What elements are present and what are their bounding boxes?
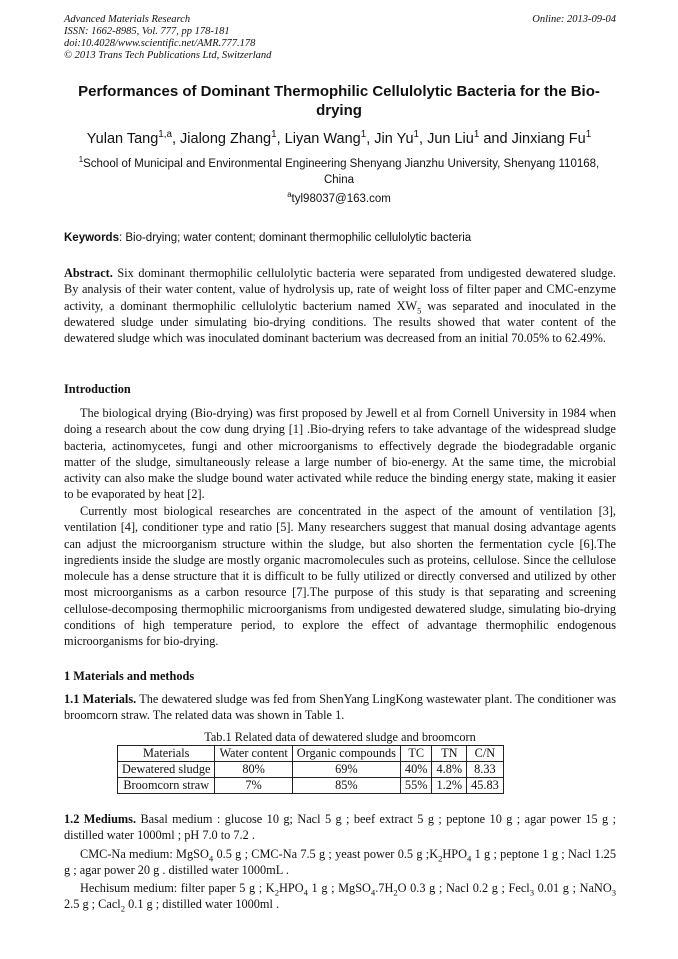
table-cell: 85% [292, 778, 400, 794]
author-sup: 1 [271, 129, 277, 141]
author-email[interactable]: $^a$tyl98037@163.com [287, 190, 391, 205]
abstract: Abstract. Six dominant thermophilic cellulolytic bacteria were separated from undigested dewatered sludge. By analysis of their water content, value of hydrolysis up, rate of weight loss of filter paper and CMC-enzyme activity, a dominant thermophilic cellulolytic bacterium named $XW_5$ was separated and inoculated in the dewatered sludge under simulating bio-drying conditions. The results showed that water content of the dewatered sludge which was inoculated dominant bacterium was decreased from an initial 70.05% to 62.49%. [64, 266, 616, 346]
abstract-label: Abstract. [64, 266, 113, 280]
author-list: Yulan Tang$^{1,a}$, Jialong Zhang$^1$, Liyan Wang$^1$, Jin Yu$^1$, Jun Liu$^1$ and Jinxiang Fu$^1$ [86, 129, 592, 147]
materials-label: 1.1 Materials. [64, 692, 137, 706]
table-row [118, 778, 504, 794]
author-sup: 1 [360, 129, 367, 141]
table-header-cell: TC [400, 746, 432, 762]
mediums-label: 1.2 Mediums. [64, 812, 137, 826]
issn: ISSN: 1662-8985, Vol. 777, pp 178-181 [64, 26, 230, 37]
table-cell: 1.2% [432, 778, 467, 794]
table-cell: 4.8% [432, 762, 467, 778]
keywords: Keywords: Bio-drying; water content; dominant thermophilic cellulolytic bacteria [64, 232, 472, 244]
table-cell: 69% [292, 762, 400, 778]
table-header-cell: C/N [467, 746, 504, 762]
online-date: Online: 2013-09-04 [532, 14, 616, 25]
table-cell: Dewatered sludge [118, 762, 215, 778]
table-cell: Broomcorn straw [118, 778, 215, 794]
table-cell: 8.33 [467, 762, 504, 778]
table-header-cell: Organic compounds [292, 746, 400, 762]
table-header-cell: Materials [118, 746, 215, 762]
table-cell: 80% [215, 762, 292, 778]
table-header-row [118, 746, 504, 762]
journal-name: Advanced Materials Research [64, 14, 191, 25]
keywords-label: Keywords [64, 232, 119, 244]
copyright: © 2013 Trans Tech Publications Ltd, Switzerland [64, 50, 272, 61]
author-sup: 1 [585, 129, 592, 141]
mediums-hechisum-paragraph: Hechisum medium: filter paper 5 g ; $K_2HPO_4$ 1 g ; $MgSO_4.7H_2O$ 0.3 g ; Nacl 0.2 g ; Fecl$_3$ 0.01 g ; NaNO$_3$ 2.5 g ; Cacl$_2$ 0.1 g ; distilled water 1000ml . [64, 881, 617, 914]
table-cell: 55% [400, 778, 432, 794]
table-caption: Tab.1 Related data of dewatered sludge and broomcorn [204, 730, 476, 744]
author-sup: 1 [473, 129, 480, 141]
section-heading-methods: 1 Materials and methods [64, 669, 195, 683]
journal-header [64, 14, 616, 62]
author-sup: 1,a [158, 129, 172, 141]
affiliation: $^1$School of Municipal and Environmental Engineering Shenyang Jianzhu University, Shenyang 110168, China [78, 155, 600, 186]
mediums-cmc-paragraph: CMC-Na medium: MgSO$_4$ 0.5 g ; CMC-Na 7.5 g ; yeast power 0.5 g $;K_2HPO_4$ 1 g ; peptone 1 g ; Nacl 1.25 g ; agar power 20 g . distilled water 1000mL . [64, 847, 616, 878]
doi: doi:10.4028/www.scientific.net/AMR.777.178 [64, 38, 256, 49]
mediums-basal-paragraph: 1.2 Mediums. Basal medium : glucose 10 g; Nacl 5 g ; beef extract 5 g ; peptone 10 g ; agar power 15 g ; distilled water 1000ml ; pH 7.0 to 7.2 . [64, 812, 616, 843]
author: Liyan Wang [284, 131, 361, 147]
table-row [118, 762, 504, 778]
section-heading-introduction: Introduction [64, 382, 131, 396]
table-header-cell: Water content [215, 746, 292, 762]
data-table [117, 745, 504, 794]
author: Jinxiang Fu [511, 131, 586, 147]
materials-paragraph: 1.1 Materials. The dewatered sludge was fed from ShenYang LingKong wastewater plant. The conditioner was broomcorn straw. The related data was shown in Table 1. [64, 692, 616, 723]
author: Yulan Tang [86, 131, 159, 147]
author: Jun Liu [427, 131, 474, 147]
intro-paragraph-2: Currently most biological researches are concentrated in the aspect of the amount of ventilation [3], ventilation [4], conditioner type and ratio [5]. Many researchers suggest that manual dosing advantage agents can adjust the microorganism structure within the sludge, but also shorten the fermentation cycle [6].The ingredients inside the sludge are mostly organic macromolecules such as proteins, cellulose. Since the cellulose molecule has a dense structure that it is difficult to be fully utilized or directly conversed and utilized by other most microorganisms as a carbon resource [7].The purpose of this study is that separating and screening cellulose-decomposing thermophilic microorganisms from undigested dewatered sludge, simulating bio-drying conditions of high temperature period, to explore the effect of advantage thermophilic endogenous microorganisms for bio-drying. [64, 504, 616, 649]
paper-title: Performances of Dominant Thermophilic Cellulolytic Bacteria for the Bio-drying [78, 83, 600, 119]
intro-paragraph-1: The biological drying (Bio-drying) was first proposed by Jewell et al from Cornell University in 1984 when doing a research about the cow dung drying [1] .Bio-drying refers to take advantage of the widespread sludge bacteria, actinomycetes, fungi and other microorganisms to effectively degrade the biodegradable organic matter of the sludge, simultaneously release a large number of bio-energy. At the same time, the microbial activity can also make the sludge bound water activated while reduce the binding energy state, making it easier to be evaporated by heat [2]. [64, 406, 616, 502]
author: Jialong Zhang [180, 131, 272, 147]
table-cell: 7% [215, 778, 292, 794]
table-cell: 45.83 [467, 778, 504, 794]
author: Jin Yu [374, 131, 414, 147]
table-cell: 40% [400, 762, 432, 778]
author-sup: 1 [413, 129, 419, 141]
table-header-cell: TN [432, 746, 467, 762]
